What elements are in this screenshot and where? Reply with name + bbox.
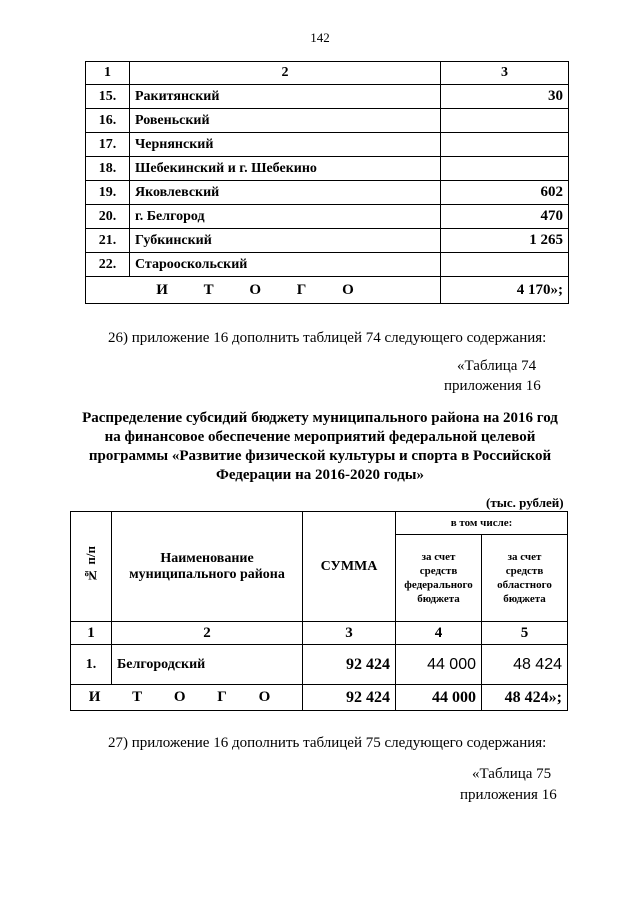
district-value: 1 265 <box>441 229 569 253</box>
row-number: 22. <box>86 253 130 277</box>
district-value <box>441 109 569 133</box>
col-header-3: 3 <box>441 62 569 85</box>
row-number: 15. <box>86 85 130 109</box>
paragraph-26: 26) приложение 16 дополнить таблицей 74 следующего содержания: <box>108 330 547 346</box>
table-row <box>86 157 569 181</box>
fed-header-line3: федерального <box>404 579 473 591</box>
paragraph-27: 27) приложение 16 дополнить таблицей 75 следующего содержания: <box>108 735 547 751</box>
col-number: 2 <box>112 622 303 645</box>
row-regional: 48 424 <box>482 645 568 685</box>
reg-header-line1: за счет <box>507 551 542 563</box>
row-sum: 92 424 <box>303 645 396 685</box>
col-number: 1 <box>71 622 112 645</box>
fed-header-line2: средств <box>419 565 458 577</box>
column-numbers-row <box>71 622 568 645</box>
district-name: Шебекинский и г. Шебекино <box>130 157 441 181</box>
district-value: 30 <box>441 85 569 109</box>
district-value <box>441 253 569 277</box>
row-number: 17. <box>86 133 130 157</box>
row-number: 1. <box>71 645 112 685</box>
page-number: 142 <box>310 30 330 45</box>
district-name: Губкинский <box>130 229 441 253</box>
col-header-sum: СУММА <box>303 512 396 622</box>
district-name: Ракитянский <box>130 85 441 109</box>
col-number: 3 <box>303 622 396 645</box>
num-header-text: № п/п <box>83 545 98 583</box>
table-row <box>86 229 569 253</box>
total-row <box>71 685 568 711</box>
subsidy-table <box>70 511 568 711</box>
district-name: Старооскольский <box>130 253 441 277</box>
col-header-regional <box>482 535 568 622</box>
section-title <box>60 409 580 485</box>
fed-header-line4: бюджета <box>417 593 460 605</box>
table-row <box>86 85 569 109</box>
header-row-1 <box>71 512 568 535</box>
row-number: 21. <box>86 229 130 253</box>
col-header-num <box>71 512 112 622</box>
row-number: 16. <box>86 109 130 133</box>
section-title-line3: программы «Развитие физической культуры и спорта в Российской <box>88 448 552 464</box>
district-value <box>441 157 569 181</box>
row-number: 18. <box>86 157 130 181</box>
col-header-2: 2 <box>130 62 441 85</box>
district-value: 602 <box>441 181 569 205</box>
col-header-1: 1 <box>86 62 130 85</box>
col-header-federal <box>396 535 482 622</box>
district-name: г. Белгород <box>130 205 441 229</box>
table75-caption-line1: «Таблица 75 <box>472 766 552 782</box>
table-row <box>86 253 569 277</box>
district-value: 470 <box>441 205 569 229</box>
table-row <box>86 109 569 133</box>
units-label: (тыс. рублей) <box>486 495 564 510</box>
district-name: Белгородский <box>112 645 303 685</box>
section-title-line2: на финансовое обеспечение мероприятий федеральной целевой <box>104 429 536 445</box>
row-number: 19. <box>86 181 130 205</box>
district-name: Ровеньский <box>130 109 441 133</box>
section-title-line4: Федерации на 2016-2020 годы» <box>215 467 425 483</box>
table-row <box>86 133 569 157</box>
districts-table <box>85 61 569 304</box>
name-header-line1: Наименование <box>160 550 254 566</box>
name-header-line2: муниципального района <box>129 566 285 582</box>
total-label: И Т О Г О <box>86 277 441 304</box>
total-value: 4 170»; <box>441 277 569 304</box>
reg-header-line4: бюджета <box>503 593 546 605</box>
col-number: 5 <box>482 622 568 645</box>
reg-header-line3: областного <box>497 579 552 591</box>
table-header-row <box>86 62 569 85</box>
col-header-incl: в том числе: <box>396 512 568 535</box>
table-row <box>86 181 569 205</box>
table-row <box>86 205 569 229</box>
row-federal: 44 000 <box>396 645 482 685</box>
table74-caption-line2: приложения 16 <box>444 378 541 394</box>
table-row <box>71 645 568 685</box>
district-value <box>441 133 569 157</box>
district-name: Яковлевский <box>130 181 441 205</box>
total-regional: 48 424»; <box>482 685 568 711</box>
total-federal: 44 000 <box>396 685 482 711</box>
table75-caption-line2: приложения 16 <box>460 787 557 803</box>
total-sum: 92 424 <box>303 685 396 711</box>
reg-header-line2: средств <box>505 565 544 577</box>
total-label: И Т О Г О <box>71 685 303 711</box>
row-number: 20. <box>86 205 130 229</box>
col-header-name <box>112 512 303 622</box>
table74-caption-line1: «Таблица 74 <box>457 358 537 374</box>
col-number: 4 <box>396 622 482 645</box>
total-row <box>86 277 569 304</box>
fed-header-line1: за счет <box>421 551 456 563</box>
district-name: Чернянский <box>130 133 441 157</box>
section-title-line1: Распределение субсидий бюджету муниципального района на 2016 год <box>82 410 558 426</box>
